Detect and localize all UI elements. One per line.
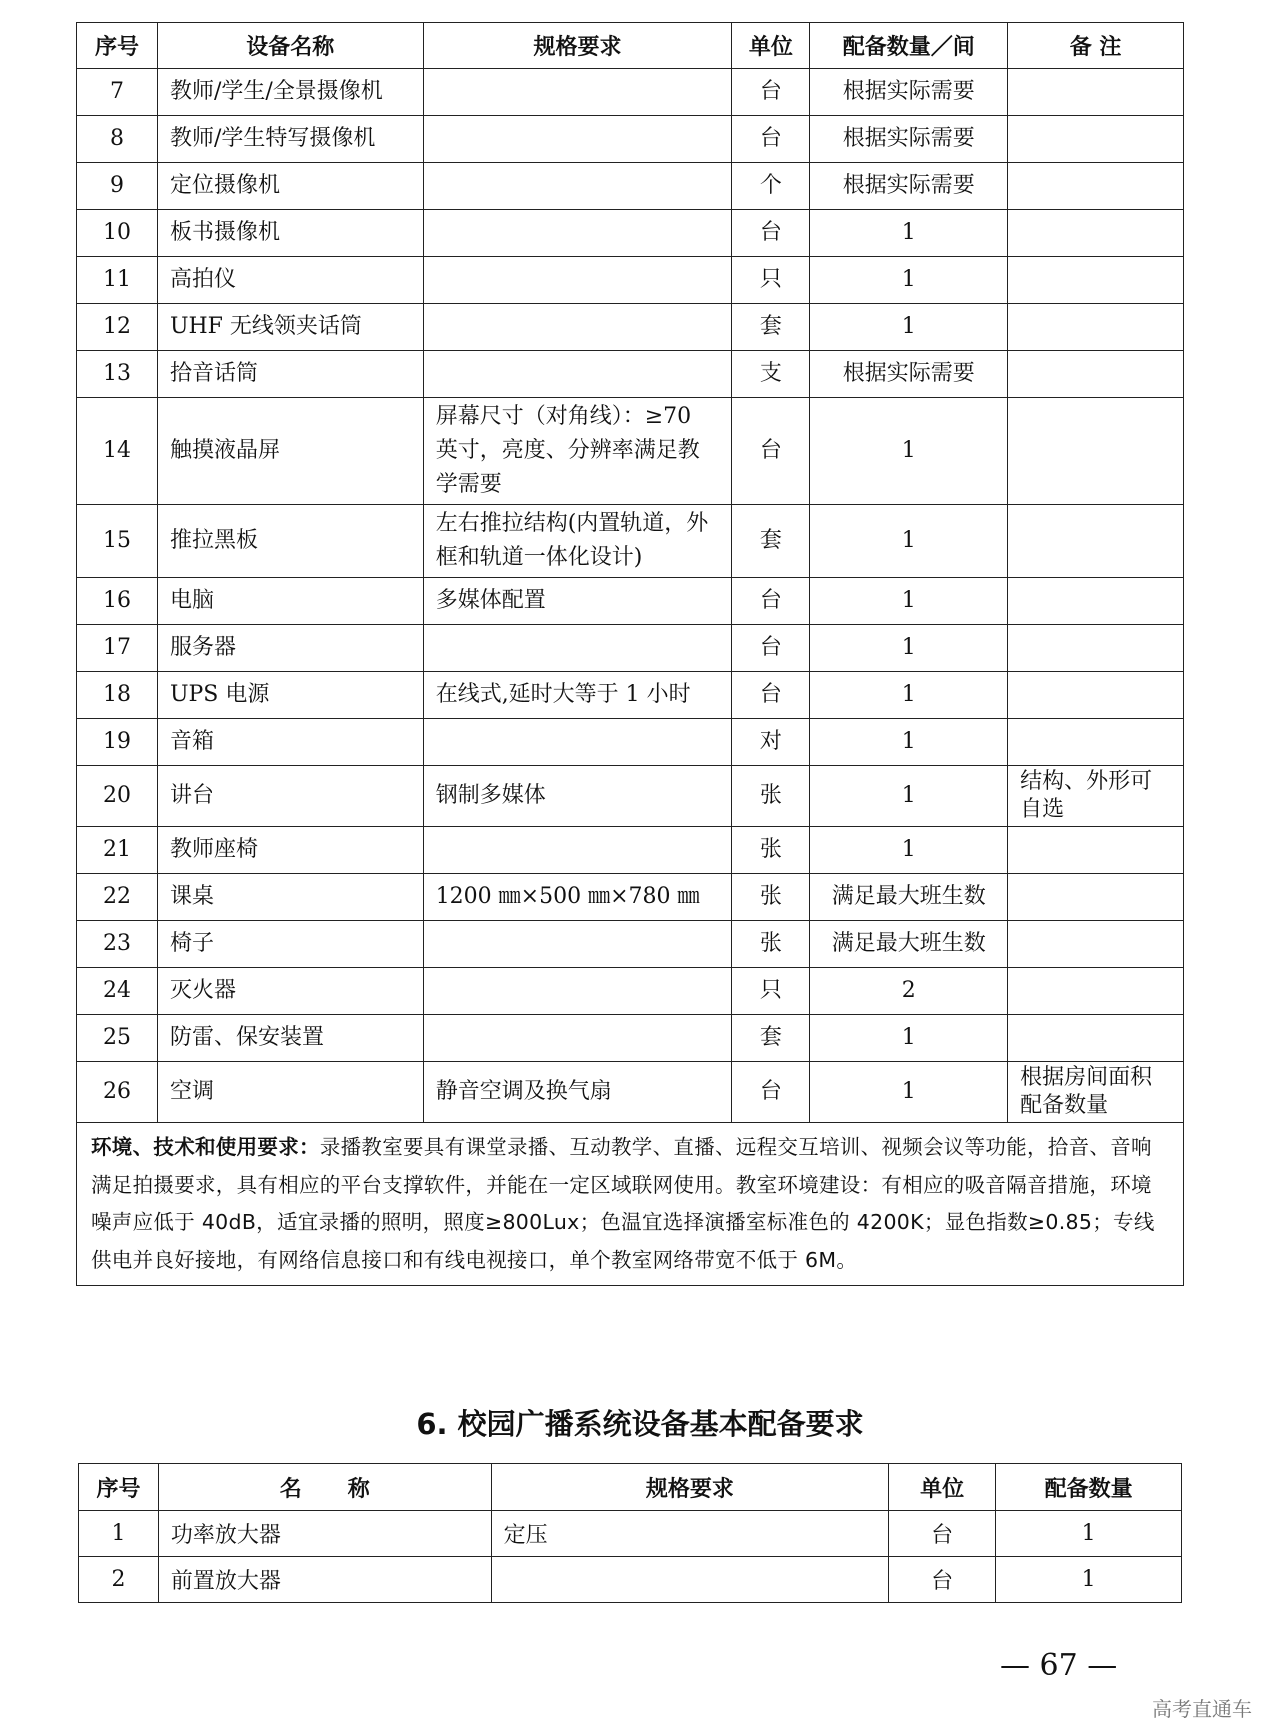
cell-note bbox=[1008, 625, 1184, 672]
cell-qty: 1 bbox=[996, 1557, 1182, 1603]
table-row bbox=[77, 1015, 1184, 1062]
cell-note bbox=[1008, 210, 1184, 257]
cell-no: 2 bbox=[79, 1557, 159, 1603]
table-row bbox=[77, 827, 1184, 874]
cell-unit: 张 bbox=[732, 921, 810, 968]
table-row bbox=[77, 672, 1184, 719]
cell-spec bbox=[423, 163, 732, 210]
cell-spec bbox=[423, 968, 732, 1015]
cell-name: 前置放大器 bbox=[158, 1557, 491, 1603]
header-qty: 配备数量／间 bbox=[810, 23, 1008, 69]
cell-spec: 屏幕尺寸（对角线）：≥70 英寸，亮度、分辨率满足教学需要 bbox=[423, 398, 732, 505]
cell-no: 16 bbox=[77, 578, 158, 625]
cell-qty: 1 bbox=[810, 304, 1008, 351]
cell-name: 灭火器 bbox=[157, 968, 423, 1015]
cell-unit: 套 bbox=[732, 1015, 810, 1062]
cell-unit: 台 bbox=[889, 1557, 996, 1603]
cell-qty: 1 bbox=[810, 719, 1008, 766]
table-row bbox=[79, 1511, 1182, 1557]
cell-name: 课桌 bbox=[157, 874, 423, 921]
cell-name: 教师/学生特写摄像机 bbox=[157, 116, 423, 163]
cell-qty: 1 bbox=[810, 672, 1008, 719]
cell-note bbox=[1008, 672, 1184, 719]
cell-name: 拾音话筒 bbox=[157, 351, 423, 398]
cell-spec bbox=[423, 210, 732, 257]
cell-unit: 支 bbox=[732, 351, 810, 398]
cell-spec: 钢制多媒体 bbox=[423, 766, 732, 827]
cell-note: 结构、外形可自选 bbox=[1008, 766, 1184, 827]
cell-unit: 套 bbox=[732, 304, 810, 351]
cell-unit: 台 bbox=[732, 625, 810, 672]
table-row bbox=[77, 719, 1184, 766]
table-row bbox=[77, 257, 1184, 304]
table-row bbox=[77, 210, 1184, 257]
table-row bbox=[77, 116, 1184, 163]
cell-qty: 根据实际需要 bbox=[810, 69, 1008, 116]
header-qty: 配备数量 bbox=[996, 1464, 1182, 1511]
cell-unit: 对 bbox=[732, 719, 810, 766]
cell-unit: 张 bbox=[732, 874, 810, 921]
cell-qty: 根据实际需要 bbox=[810, 163, 1008, 210]
cell-unit: 张 bbox=[732, 827, 810, 874]
cell-spec: 定压 bbox=[491, 1511, 889, 1557]
cell-qty: 根据实际需要 bbox=[810, 116, 1008, 163]
cell-unit: 台 bbox=[732, 116, 810, 163]
header-unit: 单位 bbox=[732, 23, 810, 69]
cell-name: 讲台 bbox=[157, 766, 423, 827]
table-header-row bbox=[77, 23, 1184, 69]
table-row bbox=[77, 766, 1184, 827]
cell-spec bbox=[423, 304, 732, 351]
cell-unit: 台 bbox=[732, 398, 810, 505]
cell-no: 20 bbox=[77, 766, 158, 827]
cell-spec bbox=[423, 116, 732, 163]
cell-qty: 1 bbox=[810, 505, 1008, 578]
cell-no: 18 bbox=[77, 672, 158, 719]
cell-qty: 1 bbox=[810, 578, 1008, 625]
cell-no: 26 bbox=[77, 1062, 158, 1123]
cell-spec bbox=[423, 69, 732, 116]
cell-qty: 1 bbox=[810, 257, 1008, 304]
requirements-text: 录播教室要具有课堂录播、互动教学、直播、远程交互培训、视频会议等功能，拾音、音响满足拍摄要求，具有相应的平台支撑软件，并能在一定区域联网使用。教室环境建设：有相应的吸音隔音措施，环境噪声应低于 40dB，适宜录播的照明，照度≥800Lux；色温宜选择演播室标准色的 4200K；显色指数≥0.85；专线供电并良好接地，有网络信息接口和有线电视接口，单个教室网络带宽不低于 6M。 bbox=[91, 1135, 1155, 1272]
cell-note bbox=[1008, 827, 1184, 874]
cell-spec bbox=[423, 719, 732, 766]
cell-note bbox=[1008, 398, 1184, 505]
table-row bbox=[77, 578, 1184, 625]
cell-name: 推拉黑板 bbox=[157, 505, 423, 578]
cell-note bbox=[1008, 257, 1184, 304]
header-name: 设备名称 bbox=[157, 23, 423, 69]
cell-no: 14 bbox=[77, 398, 158, 505]
cell-no: 11 bbox=[77, 257, 158, 304]
cell-no: 24 bbox=[77, 968, 158, 1015]
table-row bbox=[77, 1062, 1184, 1123]
table-row bbox=[79, 1557, 1182, 1603]
cell-note bbox=[1008, 1015, 1184, 1062]
cell-unit: 只 bbox=[732, 257, 810, 304]
cell-spec bbox=[423, 1015, 732, 1062]
table-row bbox=[77, 398, 1184, 505]
cell-unit: 台 bbox=[732, 69, 810, 116]
cell-no: 15 bbox=[77, 505, 158, 578]
cell-no: 8 bbox=[77, 116, 158, 163]
cell-name: UHF 无线领夹话筒 bbox=[157, 304, 423, 351]
cell-note bbox=[1008, 69, 1184, 116]
table-row bbox=[77, 69, 1184, 116]
section-title: 6. 校园广播系统设备基本配备要求 bbox=[416, 1407, 864, 1441]
cell-no: 22 bbox=[77, 874, 158, 921]
table-row bbox=[77, 163, 1184, 210]
cell-unit: 台 bbox=[732, 578, 810, 625]
cell-unit: 张 bbox=[732, 766, 810, 827]
cell-name: 防雷、保安装置 bbox=[157, 1015, 423, 1062]
cell-spec bbox=[491, 1557, 889, 1603]
cell-name: 板书摄像机 bbox=[157, 210, 423, 257]
cell-no: 21 bbox=[77, 827, 158, 874]
header-note: 备 注 bbox=[1008, 23, 1184, 69]
table-row bbox=[77, 625, 1184, 672]
table-header-row bbox=[79, 1464, 1182, 1511]
requirements-cell bbox=[77, 1123, 1184, 1286]
cell-name: 空调 bbox=[157, 1062, 423, 1123]
cell-note bbox=[1008, 719, 1184, 766]
cell-name: 功率放大器 bbox=[158, 1511, 491, 1557]
equipment-table-recording-classroom bbox=[76, 22, 1184, 1286]
cell-unit: 台 bbox=[889, 1511, 996, 1557]
cell-unit: 个 bbox=[732, 163, 810, 210]
header-spec: 规格要求 bbox=[423, 23, 732, 69]
cell-name: 教师/学生/全景摄像机 bbox=[157, 69, 423, 116]
cell-note bbox=[1008, 874, 1184, 921]
cell-no: 1 bbox=[79, 1511, 159, 1557]
cell-qty: 1 bbox=[810, 210, 1008, 257]
watermark-text: 高考直通车 bbox=[1152, 1697, 1252, 1721]
cell-qty: 1 bbox=[996, 1511, 1182, 1557]
cell-unit: 套 bbox=[732, 505, 810, 578]
cell-qty: 1 bbox=[810, 625, 1008, 672]
equipment-table-broadcast-system bbox=[78, 1463, 1182, 1603]
cell-qty: 满足最大班生数 bbox=[810, 921, 1008, 968]
cell-no: 12 bbox=[77, 304, 158, 351]
cell-name: 高拍仪 bbox=[157, 257, 423, 304]
cell-spec: 左右推拉结构(内置轨道，外框和轨道一体化设计) bbox=[423, 505, 732, 578]
table-row bbox=[77, 921, 1184, 968]
header-name: 名 称 bbox=[158, 1464, 491, 1511]
cell-name: 教师座椅 bbox=[157, 827, 423, 874]
cell-spec bbox=[423, 921, 732, 968]
table-row bbox=[77, 874, 1184, 921]
cell-name: 椅子 bbox=[157, 921, 423, 968]
cell-name: UPS 电源 bbox=[157, 672, 423, 719]
cell-no: 25 bbox=[77, 1015, 158, 1062]
cell-spec: 静音空调及换气扇 bbox=[423, 1062, 732, 1123]
page-number: — 67 — bbox=[1000, 1648, 1118, 1683]
cell-qty: 1 bbox=[810, 1015, 1008, 1062]
cell-note bbox=[1008, 116, 1184, 163]
cell-no: 10 bbox=[77, 210, 158, 257]
cell-no: 19 bbox=[77, 719, 158, 766]
cell-note bbox=[1008, 163, 1184, 210]
cell-spec: 在线式,延时大等于 1 小时 bbox=[423, 672, 732, 719]
cell-note bbox=[1008, 304, 1184, 351]
cell-name: 音箱 bbox=[157, 719, 423, 766]
cell-no: 23 bbox=[77, 921, 158, 968]
cell-spec bbox=[423, 827, 732, 874]
table-row bbox=[77, 304, 1184, 351]
cell-note bbox=[1008, 578, 1184, 625]
table-row bbox=[77, 351, 1184, 398]
cell-qty: 1 bbox=[810, 827, 1008, 874]
cell-qty: 2 bbox=[810, 968, 1008, 1015]
cell-unit: 台 bbox=[732, 672, 810, 719]
cell-spec bbox=[423, 625, 732, 672]
header-unit: 单位 bbox=[889, 1464, 996, 1511]
header-no: 序号 bbox=[77, 23, 158, 69]
cell-name: 电脑 bbox=[157, 578, 423, 625]
cell-note bbox=[1008, 351, 1184, 398]
requirements-label: 环境、技术和使用要求： bbox=[91, 1135, 320, 1159]
cell-spec: 1200 ㎜×500 ㎜×780 ㎜ bbox=[423, 874, 732, 921]
cell-spec bbox=[423, 257, 732, 304]
cell-unit: 台 bbox=[732, 1062, 810, 1123]
cell-qty: 满足最大班生数 bbox=[810, 874, 1008, 921]
cell-no: 9 bbox=[77, 163, 158, 210]
cell-qty: 根据实际需要 bbox=[810, 351, 1008, 398]
cell-qty: 1 bbox=[810, 1062, 1008, 1123]
cell-unit: 只 bbox=[732, 968, 810, 1015]
cell-name: 定位摄像机 bbox=[157, 163, 423, 210]
table-row bbox=[77, 968, 1184, 1015]
cell-name: 触摸液晶屏 bbox=[157, 398, 423, 505]
cell-no: 17 bbox=[77, 625, 158, 672]
cell-qty: 1 bbox=[810, 398, 1008, 505]
cell-note bbox=[1008, 505, 1184, 578]
requirements-row bbox=[77, 1123, 1184, 1286]
cell-name: 服务器 bbox=[157, 625, 423, 672]
cell-unit: 台 bbox=[732, 210, 810, 257]
cell-qty: 1 bbox=[810, 766, 1008, 827]
cell-note bbox=[1008, 921, 1184, 968]
cell-no: 7 bbox=[77, 69, 158, 116]
header-spec: 规格要求 bbox=[491, 1464, 889, 1511]
cell-no: 13 bbox=[77, 351, 158, 398]
cell-spec: 多媒体配置 bbox=[423, 578, 732, 625]
cell-note bbox=[1008, 968, 1184, 1015]
table-row bbox=[77, 505, 1184, 578]
cell-note: 根据房间面积配备数量 bbox=[1008, 1062, 1184, 1123]
header-no: 序号 bbox=[79, 1464, 159, 1511]
cell-spec bbox=[423, 351, 732, 398]
